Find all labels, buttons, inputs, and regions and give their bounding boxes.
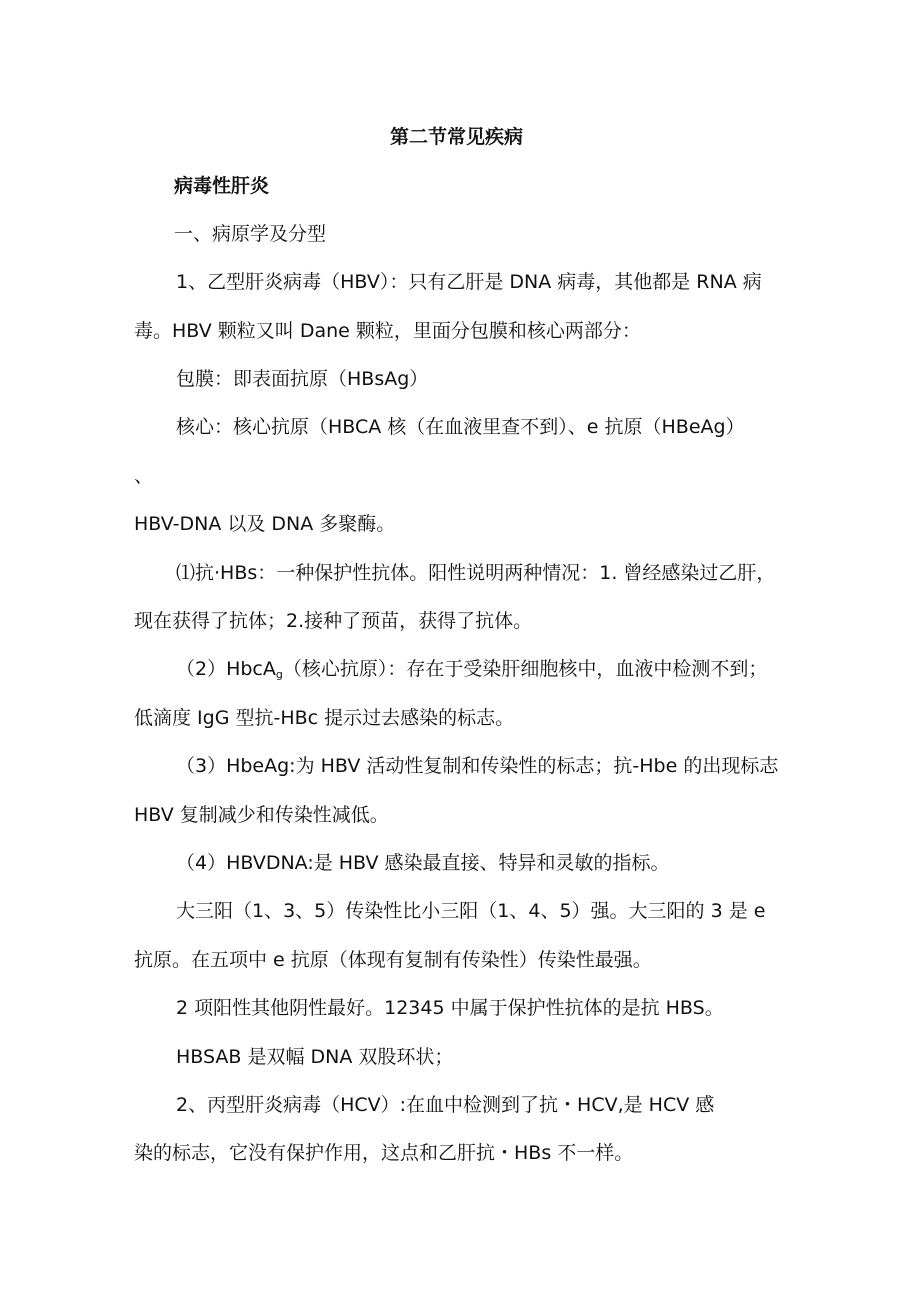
item3-line-2: HBV 复制减少和传染性减低。 xyxy=(134,804,389,826)
sanyang-line-2: 抗原。在五项中 e 抗原（体现有复制有传染性）传染性最强。 xyxy=(134,949,652,971)
item2-line-2: 低滴度 IgG 型抗-HBc 提示过去感染的标志。 xyxy=(134,707,515,729)
item1-line-2: 现在获得了抗体；2.接种了预苗，获得了抗体。 xyxy=(134,610,533,632)
envelope-line: 包膜：即表面抗原（HBsAg） xyxy=(176,368,429,390)
section-heading: 病毒性肝炎 xyxy=(174,175,270,197)
hbv-paragraph-line-2: 毒。HBV 颗粒又叫 Dane 颗粒，里面分包膜和核心两部分： xyxy=(134,320,641,342)
item2-subscript: g xyxy=(275,668,283,681)
item2-prefix: （2）HbcA xyxy=(176,658,276,680)
hbv-paragraph-line-1: 1、乙型肝炎病毒（HBV）：只有乙肝是 DNA 病毒，其他都是 RNA 病 xyxy=(176,271,762,293)
item2-suffix: （核心抗原）：存在于受染肝细胞核中，血液中检测不到； xyxy=(282,658,768,680)
positive-line: 2 项阳性其他阴性最好。12345 中属于保护性抗体的是抗 HBS。 xyxy=(176,997,724,1019)
subsection-heading: 一、病原学及分型 xyxy=(174,223,327,245)
item3-line-1: （3）HbeAg:为 HBV 活动性复制和传染性的标志；抗-Hbe 的出现标志 xyxy=(176,755,779,777)
core-line-1: 核心：核心抗原（HBCA 核（在血液里查不到）、e 抗原（HBeAg） xyxy=(176,416,745,438)
sanyang-line-1: 大三阳（1、3、5）传染性比小三阳（1、4、5）强。大三阳的 3 是 e xyxy=(176,900,766,922)
core-line-3: HBV-DNA 以及 DNA 多聚酶。 xyxy=(134,513,396,535)
core-line-2: 、 xyxy=(134,465,154,487)
item1-line-1: ⑴抗·HBs：一种保护性抗体。阳性说明两种情况：1. 曾经感染过乙肝， xyxy=(176,562,776,584)
item4-line: （4）HBVDNA:是 HBV 感染最直接、特异和灵敏的指标。 xyxy=(176,852,670,874)
hcv-line-1: 2、丙型肝炎病毒（HCV）:在血中检测到了抗・HCV,是 HCV 感 xyxy=(176,1094,715,1116)
item2-line-1 xyxy=(176,656,767,682)
hcv-line-2: 染的标志，它没有保护作用，这点和乙肝抗・HBs 不一样。 xyxy=(134,1142,634,1164)
hbsab-line: HBSAB 是双幅 DNA 双股环状； xyxy=(176,1046,454,1068)
document-title: 第二节常见疾病 xyxy=(390,126,524,148)
